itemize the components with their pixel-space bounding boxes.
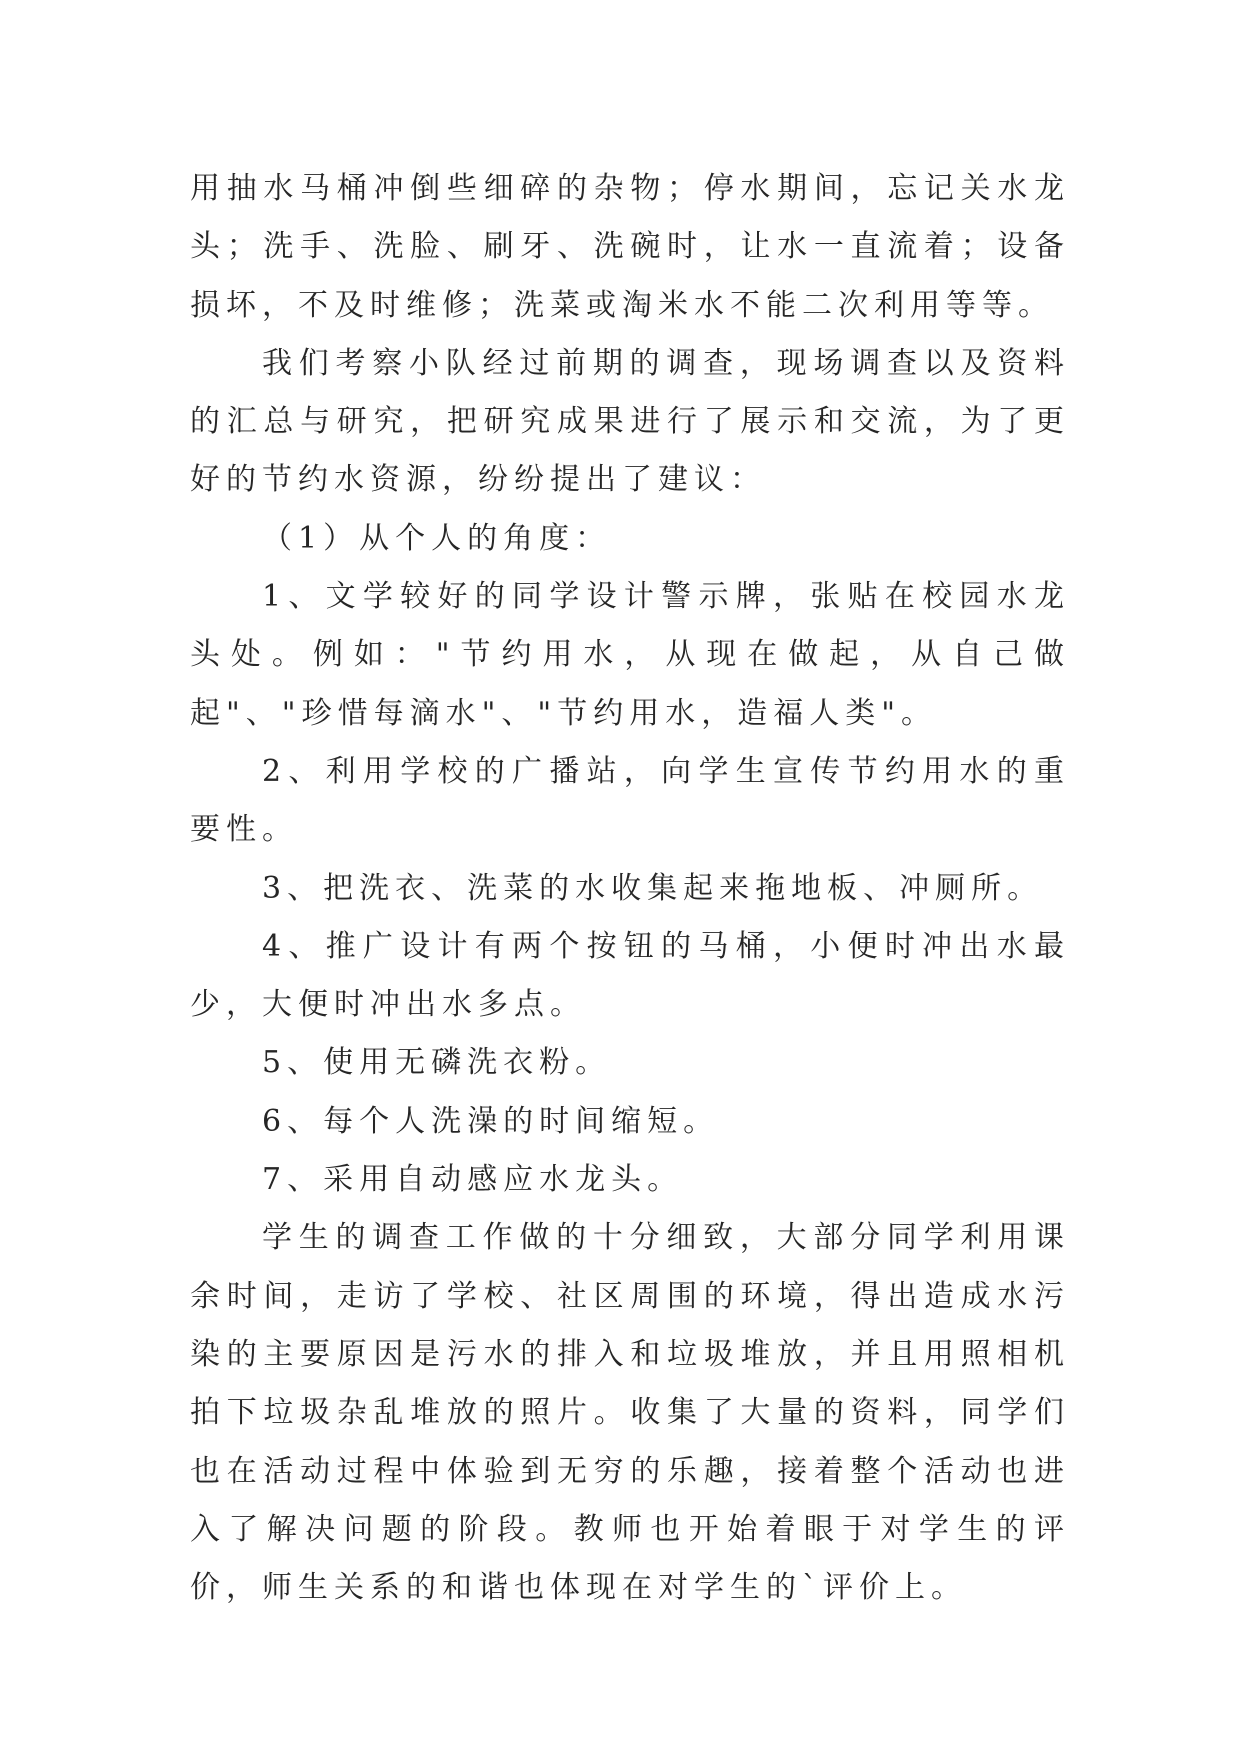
- paragraph-1: 用抽水马桶冲倒些细碎的杂物；停水期间，忘记关水龙头；洗手、洗脸、刷牙、洗碗时，让水一直流着；设备损坏，不及时维修；洗菜或淘米水不能二次利用等等。: [190, 171, 1070, 323]
- paragraph-5: 2、利用学校的广播站，向学生宣传节约用水的重要性。: [190, 753, 1070, 848]
- paragraph-8: 5、使用无磷洗衣粉。: [262, 1045, 612, 1081]
- paragraph-6: 3、把洗衣、洗菜的水收集起来拖地板、冲厕所。: [262, 870, 1044, 906]
- paragraph-7: 4、推广设计有两个按钮的马桶，小便时冲出水最少，大便时冲出水多点。: [190, 928, 1070, 1023]
- paragraph-11: 学生的调查工作做的十分细致，大部分同学利用课余时间，走访了学校、社区周围的环境，得出造成水污染的主要原因是污水的排入和垃圾堆放，并且用照相机拍下垃圾杂乱堆放的照片。收集了大量的资料，同学们也在活动过程中体验到无穷的乐趣，接着整个活动也进入了解决问题的阶段。教师也开始着眼于对学生的评价，师生关系的和谐也体现在对学生的`评价上。: [190, 1220, 1070, 1606]
- paragraph-4: 1、文学较好的同学设计警示牌，张贴在校园水龙头处。例如："节约用水，从现在做起，从自己做起"、"珍惜每滴水"、"节约用水，造福人类"。: [190, 579, 1070, 731]
- paragraph-9: 6、每个人洗澡的时间缩短。: [262, 1103, 720, 1139]
- paragraph-2: 我们考察小队经过前期的调查，现场调查以及资料的汇总与研究，把研究成果进行了展示和交流，为了更好的节约水资源，纷纷提出了建议：: [190, 345, 1070, 498]
- paragraph-10: 7、采用自动感应水龙头。: [262, 1162, 684, 1198]
- paragraph-3: （1）从个人的角度：: [262, 520, 612, 556]
- body-text: [190, 160, 1070, 1617]
